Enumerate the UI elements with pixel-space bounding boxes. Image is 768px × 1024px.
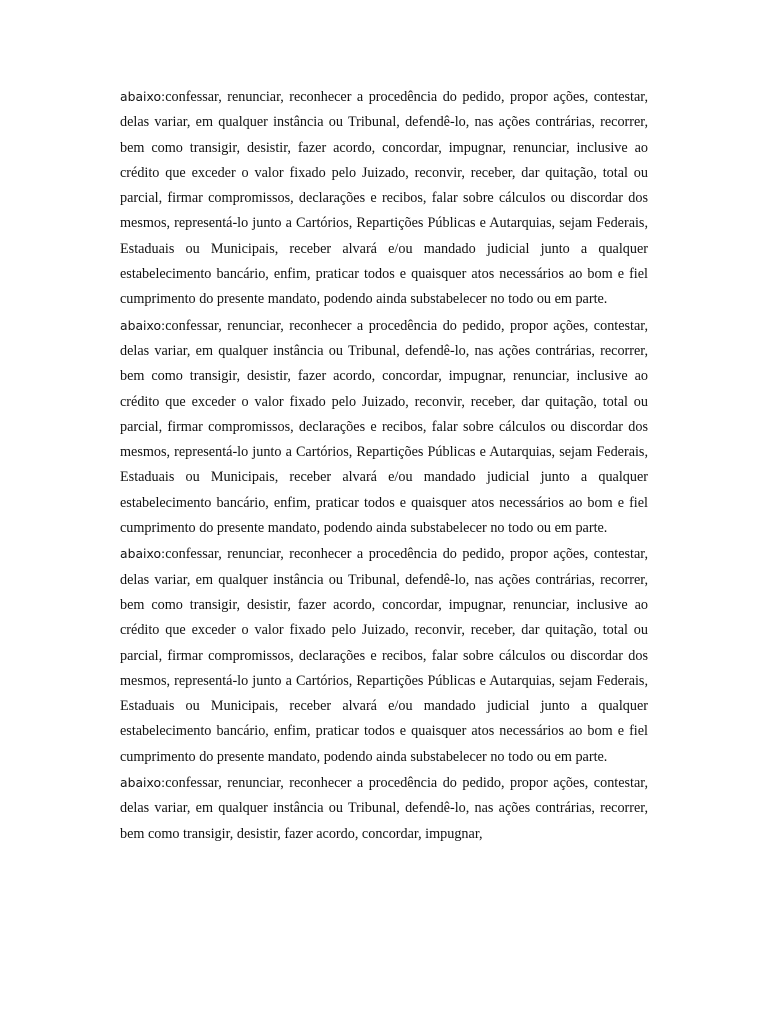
paragraph-text: confessar, renunciar, reconhecer a procedência do pedido, propor ações, contestar, delas variar, em qualquer instância ou Tribunal, defendê-lo, nas ações contrárias, recorrer, bem como transigir, desistir, fazer acordo, concordar, impugnar, renunciar, inclusive ao crédito que exceder o valor fixado pelo Juizado, reconvir, receber, dar quitação, total ou parcial, firmar compromissos, declarações e recibos, falar sobre cálculos ou discordar dos mesmos, representá-lo junto a Cartórios, Repartições Públicas e Autarquias, sejam Federais, Estaduais ou Municipais, receber alvará e/ou mandado judicial junto a qualquer estabelecimento bancário, enfim, praticar todos e quaisquer atos necessários ao bom e fiel cumprimento do presente mandato, podendo ainda substabelecer no todo ou em parte. (120, 317, 648, 537)
paragraph-lead: abaixo: (120, 546, 166, 562)
paragraph (120, 313, 648, 542)
document-page (120, 84, 648, 847)
paragraph (120, 84, 648, 313)
paragraph-text: confessar, renunciar, reconhecer a procedência do pedido, propor ações, contestar, delas variar, em qualquer instância ou Tribunal, defendê-lo, nas ações contrárias, recorrer, bem como transigir, desistir, fazer acordo, concordar, impugnar, renunciar, inclusive ao crédito que exceder o valor fixado pelo Juizado, reconvir, receber, dar quitação, total ou parcial, firmar compromissos, declarações e recibos, falar sobre cálculos ou discordar dos mesmos, representá-lo junto a Cartórios, Repartições Públicas e Autarquias, sejam Federais, Estaduais ou Municipais, receber alvará e/ou mandado judicial junto a qualquer estabelecimento bancário, enfim, praticar todos e quaisquer atos necessários ao bom e fiel cumprimento do presente mandato, podendo ainda substabelecer no todo ou em parte. (120, 89, 648, 308)
paragraph-text: confessar, renunciar, reconhecer a procedência do pedido, propor ações, contestar, delas variar, em qualquer instância ou Tribunal, defendê-lo, nas ações contrárias, recorrer, bem como transigir, desistir, fazer acordo, concordar, impugnar, renunciar, inclusive ao crédito que exceder o valor fixado pelo Juizado, reconvir, receber, dar quitação, total ou parcial, firmar compromissos, declarações e recibos, falar sobre cálculos ou discordar dos mesmos, representá-lo junto a Cartórios, Repartições Públicas e Autarquias, sejam Federais, Estaduais ou Municipais, receber alvará e/ou mandado judicial junto a qualquer estabelecimento bancário, enfim, praticar todos e quaisquer atos necessários ao bom e fiel cumprimento do presente mandato, podendo ainda substabelecer no todo ou em parte. (120, 546, 648, 765)
paragraph (120, 541, 648, 770)
paragraph-lead: abaixo: (120, 89, 166, 104)
paragraph-lead: abaixo: (120, 317, 166, 333)
paragraph (120, 770, 648, 847)
paragraph-text: confessar, renunciar, reconhecer a procedência do pedido, propor ações, contestar, delas variar, em qualquer instância ou Tribunal, defendê-lo, nas ações contrárias, recorrer, bem como transigir, desistir, fazer acordo, concordar, impugnar, (120, 775, 648, 842)
paragraph-lead: abaixo: (120, 775, 166, 791)
